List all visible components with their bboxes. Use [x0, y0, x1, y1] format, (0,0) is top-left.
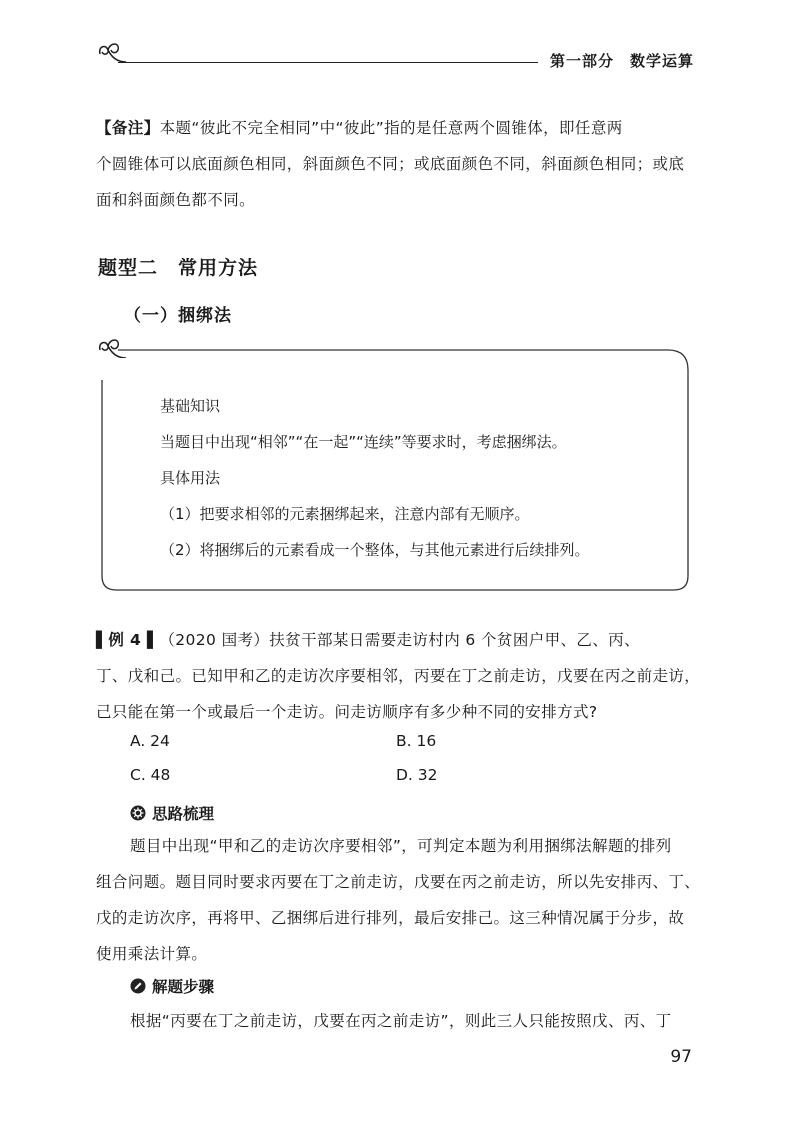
- analysis-line-4: 使用乘法计算。: [96, 945, 208, 963]
- box-title-basics: 基础知识: [160, 397, 221, 415]
- solution-paragraph: [130, 1003, 706, 1039]
- example-line-3: 己只能在第一个或最后一个走访。问走访顺序有多少种不同的安排方式?: [96, 703, 598, 721]
- box-title-usage: 具体用法: [160, 469, 221, 487]
- box-line-1: 当题目中出现“相邻”“在一起”“连续”等要求时，考虑捆绑法。: [160, 433, 567, 451]
- analysis-line-3: 戊的走访次序，再将甲、乙捆绑后进行排列，最后安排己。这三种情况属于分步，故: [96, 909, 685, 927]
- example-line-2: 丁、戊和己。已知甲和乙的走访次序要相邻，丙要在丁之前走访，戊要在丙之前走访，: [96, 667, 701, 685]
- analysis-paragraph: [96, 828, 706, 972]
- pencil-icon: [130, 978, 146, 994]
- analysis-line-1: 题目中出现“甲和乙的走访次序要相邻”，可判定本题为利用捆绑法解题的排列: [130, 837, 672, 855]
- analysis-title-text: 思路梳理: [152, 805, 215, 823]
- option-b: B. 16: [396, 732, 437, 750]
- example-question: [96, 622, 706, 730]
- section-heading: 题型二 常用方法: [98, 257, 259, 279]
- running-header: 第一部分 数学运算: [549, 52, 694, 70]
- option-a: A. 24: [130, 732, 170, 750]
- example-line-1: （2020 国考）扶贫干部某日需要走访村内 6 个贫困户甲、乙、丙、: [159, 631, 641, 649]
- gear-icon: [130, 805, 146, 821]
- solution-title: [130, 975, 214, 997]
- analysis-title: [130, 802, 214, 824]
- option-c: C. 48: [130, 766, 171, 784]
- option-d: D. 32: [396, 766, 438, 784]
- analysis-line-2: 组合问题。题目同时要求丙要在丁之前走访，戊要在丙之前走访，所以先安排丙、丁、: [96, 873, 701, 891]
- note-line-1: 本题“彼此不完全相同”中“彼此”指的是任意两个圆锥体，即任意两: [159, 119, 623, 137]
- page-number: 97: [670, 1047, 692, 1067]
- box-line-3: （2）将捆绑后的元素看成一个整体，与其他元素进行后续排列。: [160, 541, 590, 559]
- knowledge-box-content: [160, 388, 680, 568]
- solution-line-1: 根据“丙要在丁之前走访，戊要在丙之前走访”，则此三人只能按照戊、丙、丁: [130, 1012, 672, 1030]
- example-tag: ▌例 4 ▌: [96, 631, 160, 649]
- note-line-2: 个圆锥体可以底面颜色相同，斜面颜色不同；或底面颜色不同，斜面颜色相同；或底: [96, 155, 685, 173]
- box-line-2: （1）把要求相邻的元素捆绑起来，注意内部有无顺序。: [160, 505, 530, 523]
- subsection-heading: （一）捆绑法: [124, 306, 232, 326]
- note-paragraph: [96, 110, 706, 218]
- solution-title-text: 解题步骤: [152, 978, 215, 996]
- header-rule: [118, 62, 538, 63]
- note-label: 【备注】: [96, 119, 160, 137]
- note-line-3: 面和斜面颜色都不同。: [96, 191, 256, 209]
- sprout-icon: [96, 36, 130, 62]
